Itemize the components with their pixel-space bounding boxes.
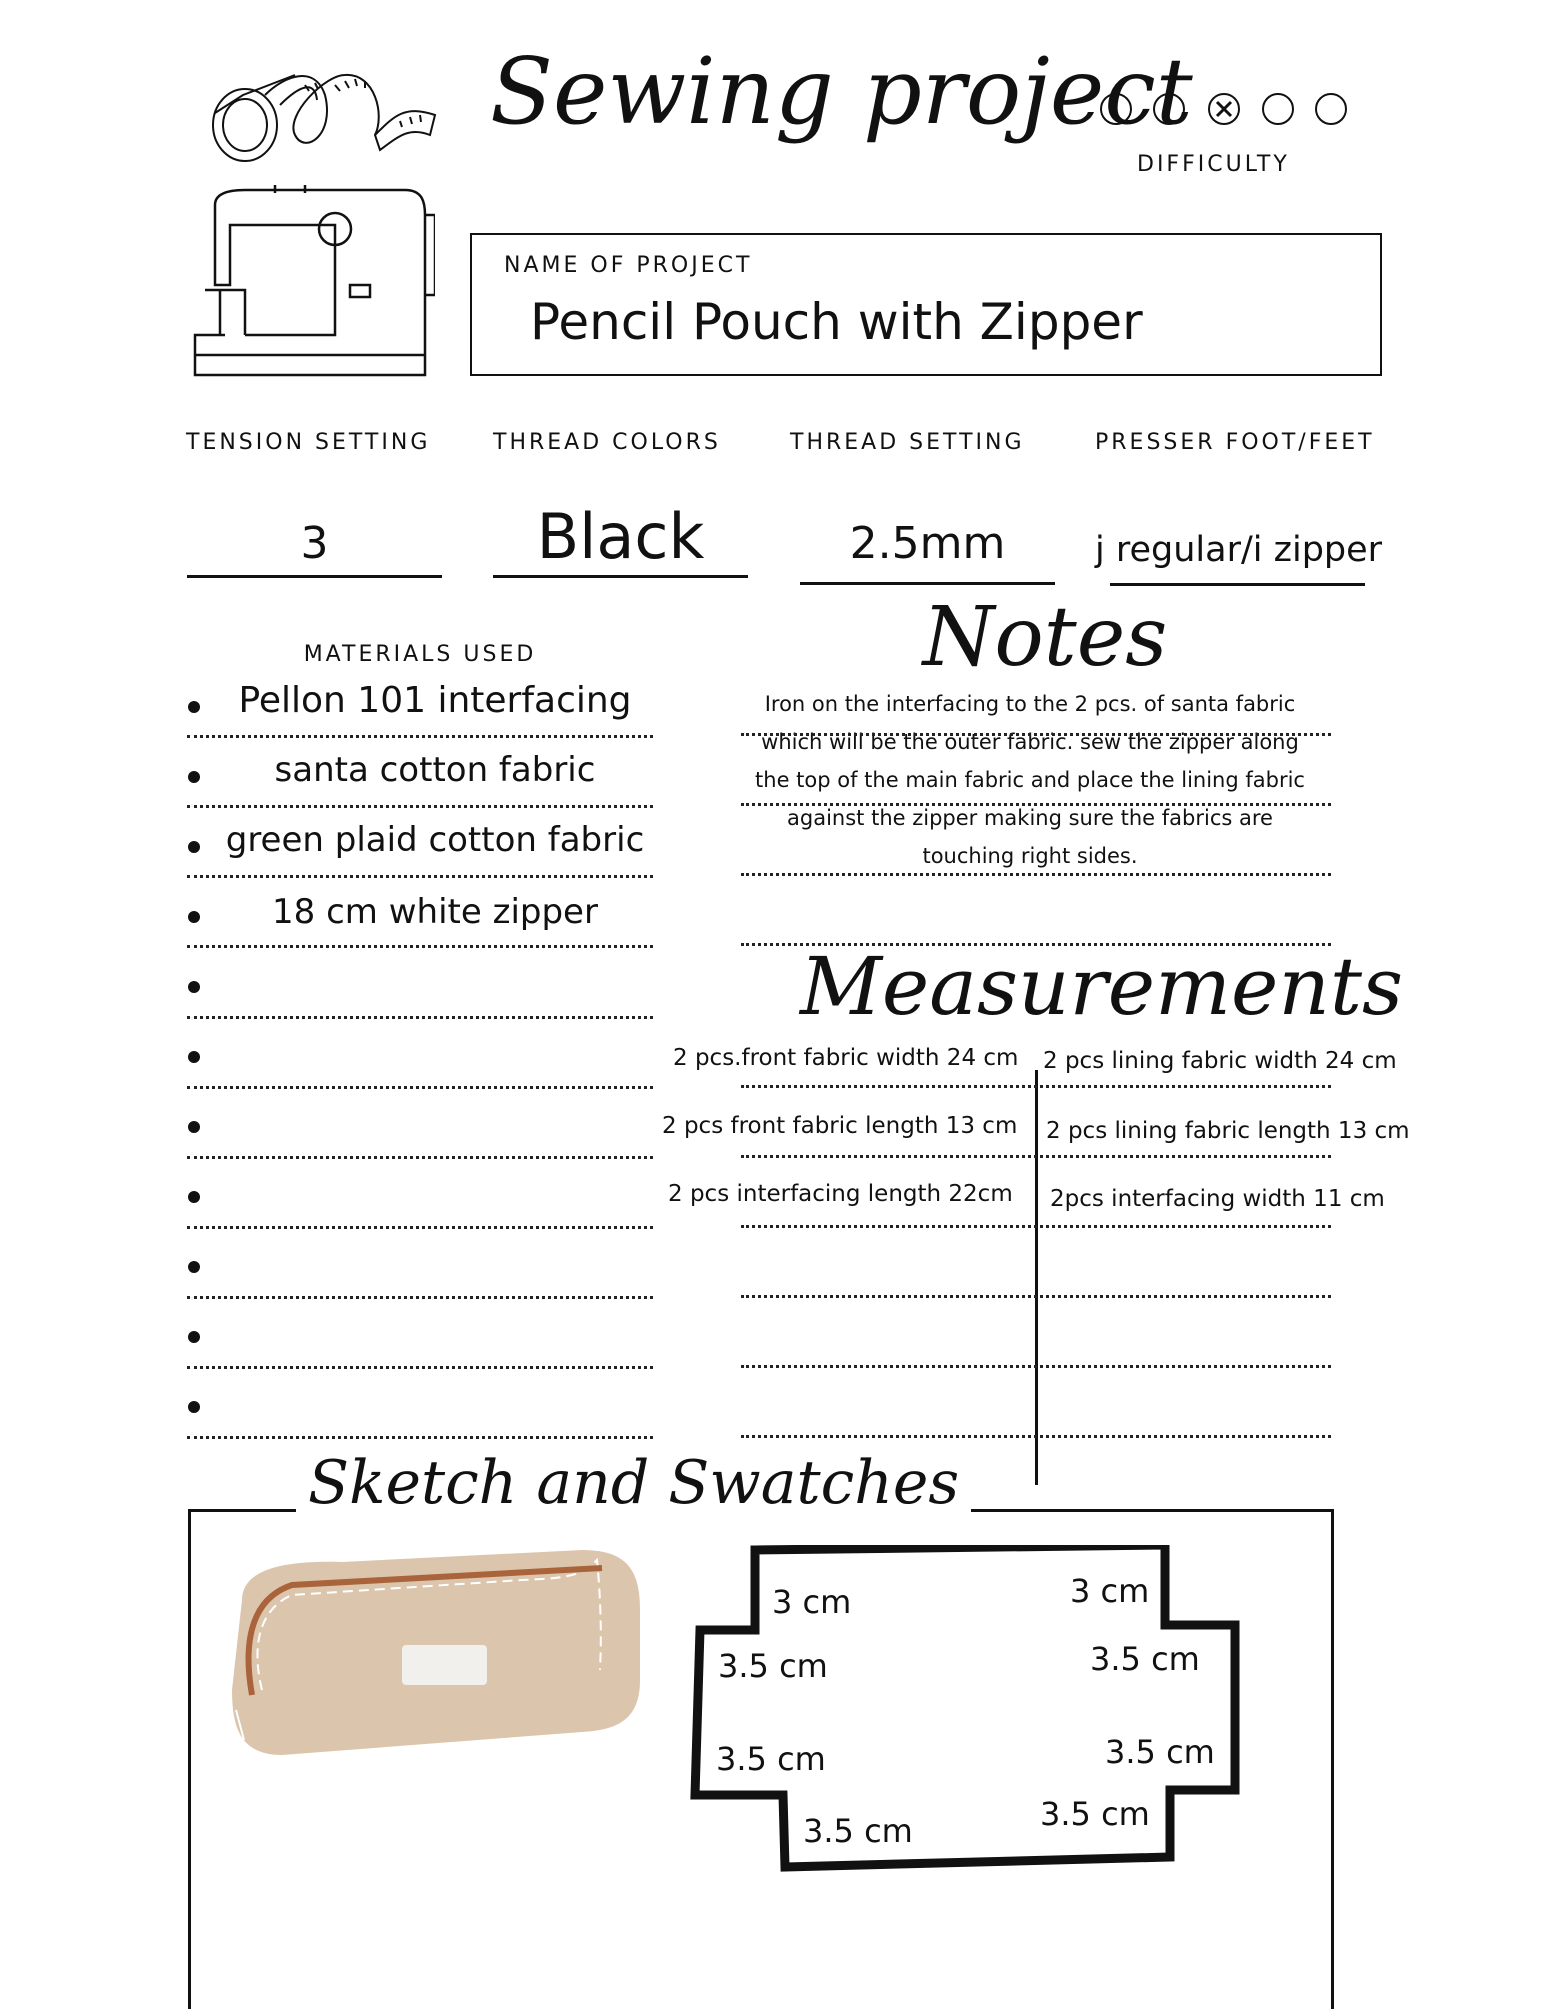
pattern-outline bbox=[685, 1545, 1245, 1875]
measurements-line bbox=[741, 1365, 1331, 1368]
dimension-label: 3.5 cm bbox=[716, 1740, 826, 1778]
measurement-left: 2 pcs front fabric length 13 cm bbox=[662, 1113, 1018, 1139]
selected-x-icon bbox=[1210, 95, 1238, 123]
list-bullet bbox=[188, 1051, 200, 1063]
presser-foot-value: j regular/i zipper bbox=[1095, 530, 1383, 570]
list-line bbox=[187, 945, 653, 948]
sewing-machine-illustration bbox=[185, 185, 435, 390]
list-line bbox=[187, 875, 653, 878]
list-item: 18 cm white zipper bbox=[272, 892, 598, 932]
measuring-tape-illustration bbox=[205, 55, 445, 165]
difficulty-label: DIFFICULTY bbox=[1137, 152, 1290, 177]
thread-colors-line bbox=[493, 575, 748, 578]
measurements-divider bbox=[1035, 1070, 1038, 1485]
tension-setting-value: 3 bbox=[300, 518, 329, 569]
list-bullet bbox=[188, 771, 200, 783]
measurements-line bbox=[741, 1085, 1331, 1088]
notes-line bbox=[741, 733, 1331, 736]
measurements-line bbox=[741, 1435, 1331, 1438]
measurements-heading: Measurements bbox=[800, 940, 1404, 1033]
pencil-pouch-icon bbox=[222, 1540, 642, 1760]
list-item: green plaid cotton fabric bbox=[225, 820, 645, 860]
list-line bbox=[187, 1016, 653, 1019]
measurements-line bbox=[741, 1225, 1331, 1228]
materials-heading: MATERIALS USED bbox=[303, 642, 537, 667]
presser-foot-label: PRESSER FOOT/FEET bbox=[1095, 430, 1375, 455]
list-line bbox=[187, 1366, 653, 1369]
list-bullet bbox=[188, 1121, 200, 1133]
notes-line bbox=[741, 873, 1331, 876]
list-line bbox=[187, 1226, 653, 1229]
measurement-right: 2 pcs lining fabric length 13 cm bbox=[1046, 1118, 1410, 1144]
dimension-label: 3.5 cm bbox=[1090, 1640, 1200, 1678]
sewing-machine-icon bbox=[185, 185, 435, 390]
list-line bbox=[187, 735, 653, 738]
note-line: touching right sides. bbox=[922, 844, 1138, 868]
list-line bbox=[187, 1156, 653, 1159]
list-bullet bbox=[188, 1191, 200, 1203]
list-bullet bbox=[188, 701, 200, 713]
list-line bbox=[187, 1086, 653, 1089]
dimension-label: 3.5 cm bbox=[1105, 1733, 1215, 1771]
dimension-label: 3.5 cm bbox=[718, 1647, 828, 1685]
note-line: which will be the outer fabric. sew the zipper along bbox=[761, 730, 1299, 754]
list-bullet bbox=[188, 1331, 200, 1343]
measurement-left: 2 pcs.front fabric width 24 cm bbox=[673, 1045, 1019, 1071]
note-line: against the zipper making sure the fabrics are bbox=[787, 806, 1273, 830]
measurements-line bbox=[741, 1155, 1331, 1158]
list-bullet bbox=[188, 911, 200, 923]
presser-foot-line bbox=[1110, 583, 1365, 586]
list-line bbox=[187, 1296, 653, 1299]
difficulty-circle-4 bbox=[1262, 93, 1294, 125]
difficulty-circle-5 bbox=[1315, 93, 1347, 125]
project-name-label: NAME OF PROJECT bbox=[504, 253, 753, 278]
list-line bbox=[187, 805, 653, 808]
pattern-shape-icon bbox=[685, 1545, 1245, 1875]
thread-setting-value: 2.5mm bbox=[849, 518, 1006, 569]
sketch-heading: Sketch and Swatches bbox=[296, 1448, 971, 1518]
page-title: Sewing project bbox=[490, 38, 1193, 145]
difficulty-circle-1 bbox=[1100, 93, 1132, 125]
list-line bbox=[187, 1436, 653, 1439]
measurement-right: 2pcs interfacing width 11 cm bbox=[1050, 1186, 1385, 1212]
thread-colors-value: Black bbox=[536, 500, 705, 573]
dimension-label: 3.5 cm bbox=[1040, 1795, 1150, 1833]
list-bullet bbox=[188, 841, 200, 853]
difficulty-circle-2 bbox=[1153, 93, 1185, 125]
list-bullet bbox=[188, 1261, 200, 1273]
thread-colors-label: THREAD COLORS bbox=[493, 430, 721, 455]
pencil-pouch-illustration bbox=[222, 1540, 642, 1760]
notes-heading: Notes bbox=[922, 590, 1168, 685]
dimension-label: 3 cm bbox=[1070, 1572, 1150, 1610]
thread-setting-line bbox=[800, 582, 1055, 585]
measurements-line bbox=[741, 1295, 1331, 1298]
difficulty-circle-3 bbox=[1208, 93, 1240, 125]
project-name-value: Pencil Pouch with Zipper bbox=[530, 293, 1143, 351]
list-item: santa cotton fabric bbox=[274, 750, 596, 790]
thread-setting-label: THREAD SETTING bbox=[790, 430, 1025, 455]
notes-line bbox=[741, 803, 1331, 806]
list-bullet bbox=[188, 981, 200, 993]
project-name-box bbox=[470, 233, 1382, 376]
note-line: Iron on the interfacing to the 2 pcs. of santa fabric bbox=[764, 692, 1296, 716]
measuring-tape-icon bbox=[205, 55, 445, 165]
tension-setting-line bbox=[187, 575, 442, 578]
dimension-label: 3 cm bbox=[772, 1583, 852, 1621]
measurement-left: 2 pcs interfacing length 22cm bbox=[668, 1181, 1013, 1207]
list-bullet bbox=[188, 1401, 200, 1413]
dimension-label: 3.5 cm bbox=[803, 1812, 913, 1850]
list-item: Pellon 101 interfacing bbox=[238, 680, 632, 721]
tension-setting-label: TENSION SETTING bbox=[186, 430, 431, 455]
measurement-right: 2 pcs lining fabric width 24 cm bbox=[1043, 1048, 1397, 1074]
note-line: the top of the main fabric and place the lining fabric bbox=[755, 768, 1305, 792]
